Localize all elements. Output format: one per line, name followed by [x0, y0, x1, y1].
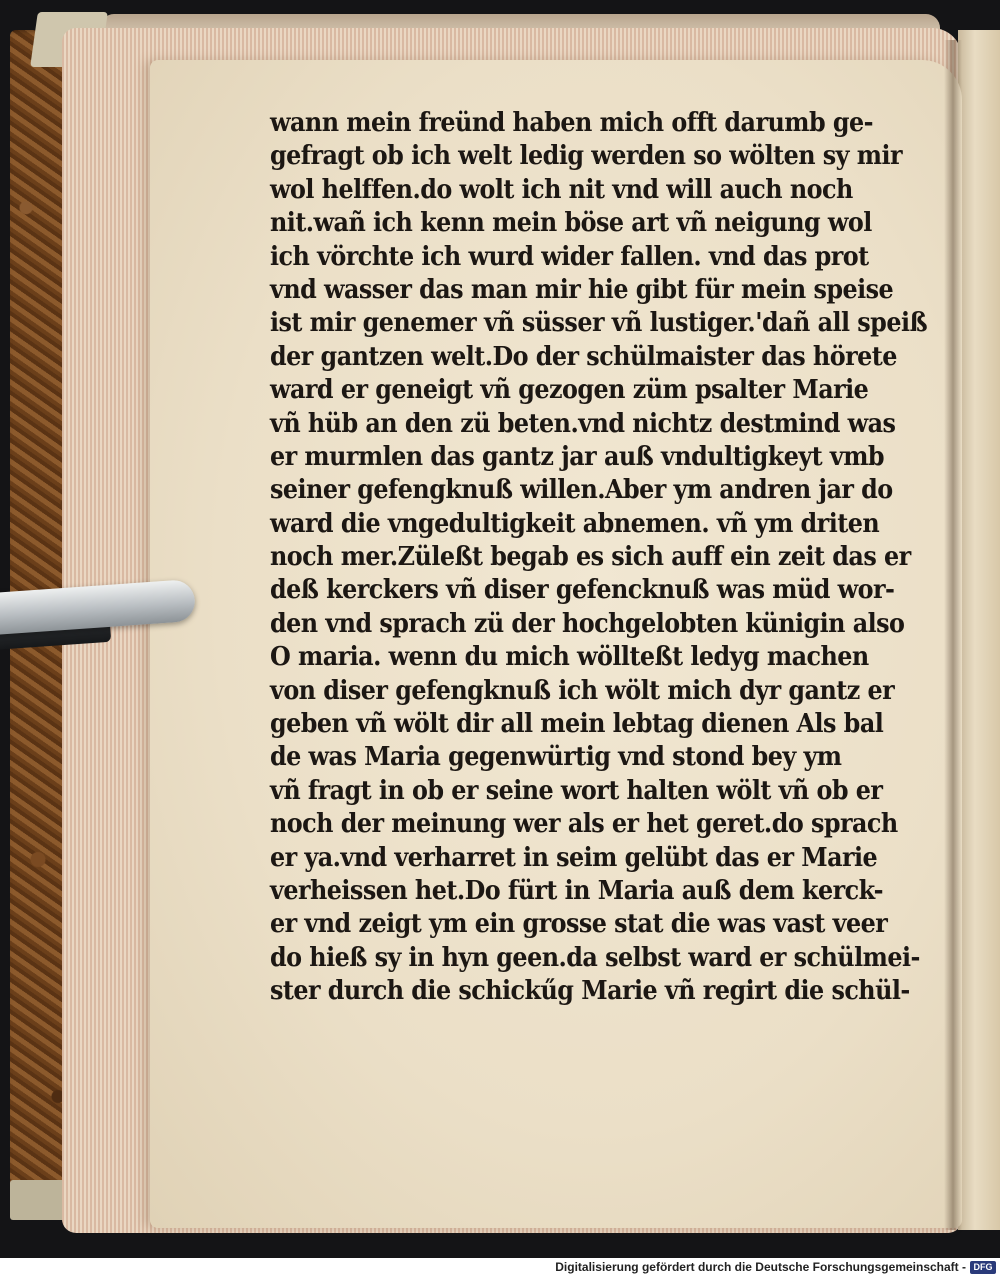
- text-line: O maria. wenn du mich wöllteßt ledyg machen: [270, 641, 869, 673]
- text-line: gefragt ob ich welt ledig werden so wölten sy mir: [270, 140, 903, 172]
- text-line: er vnd zeigt ym ein grosse stat die was vast veer: [270, 908, 888, 940]
- text-line: ster durch die schickűg Marie vñ regirt die schül-: [270, 975, 910, 1007]
- text-line: von diser gefengknuß ich wölt mich dyr gantz er: [270, 674, 895, 706]
- text-line: geben vñ wölt dir all mein lebtag dienen Als bal: [270, 708, 884, 740]
- text-line: vñ fragt in ob er seine wort halten wölt vñ ob er: [270, 774, 883, 806]
- text-line: ward er geneigt vñ gezogen züm psalter Marie: [270, 374, 869, 406]
- funding-credit: Digitalisierung gefördert durch die Deutsche Forschungsgemeinschaft -: [555, 1260, 966, 1274]
- text-line: ward die vngedultigkeit abnemen. vñ ym driten: [270, 507, 880, 539]
- cover-bottom-corner: [10, 1180, 70, 1220]
- text-line: noch der meinung wer als er het geret.do sprach: [270, 808, 898, 840]
- text-line: er ya.vnd verharret in seim gelübt das er Marie: [270, 841, 878, 873]
- text-line: de was Maria gegenwürtig vnd stond bey ym: [270, 741, 842, 773]
- page-text-block: [270, 106, 928, 1008]
- text-line: ich vörchte ich wurd wider fallen. vnd das prot: [270, 240, 869, 272]
- text-line: nit.wañ ich kenn mein böse art vñ neigung wol: [270, 207, 872, 239]
- text-line: er murmlen das gantz jar auß vndultigkeyt vmb: [270, 440, 885, 472]
- text-line: vñ hüb an den zü beten.vnd nichtz destmind was: [270, 407, 896, 439]
- footer-bar: [0, 1258, 1000, 1278]
- text-line: wol helffen.do wolt ich nit vnd will auch noch: [270, 173, 853, 205]
- text-line: deß kerckers vñ diser gefencknuß was müd wor-: [270, 574, 895, 606]
- page-gutter-shadow: [944, 40, 962, 1230]
- dfg-logo-icon: DFG: [970, 1261, 996, 1274]
- text-line: wann mein freünd haben mich offt darumb ge-: [270, 107, 874, 138]
- text-line: noch mer.Züleßt begab es sich auff ein zeit das er: [270, 541, 911, 573]
- text-line: ist mir genemer vñ süsser vñ lustiger.'dañ all speiß: [270, 307, 928, 339]
- text-line: der gantzen welt.Do der schülmaister das hörete: [270, 340, 897, 372]
- text-line: seiner gefengknuß willen.Aber ym andren jar do: [270, 474, 893, 506]
- text-line: do hieß sy in hyn geen.da selbst ward er schülmei-: [270, 941, 920, 973]
- facing-page-edge: [958, 30, 1000, 1230]
- text-line: vnd wasser das man mir hie gibt für mein speise: [270, 273, 894, 305]
- text-line: den vnd sprach zü der hochgelobten künigin also: [270, 607, 905, 639]
- text-line: verheissen het.Do fürt in Maria auß dem kerck-: [270, 874, 884, 906]
